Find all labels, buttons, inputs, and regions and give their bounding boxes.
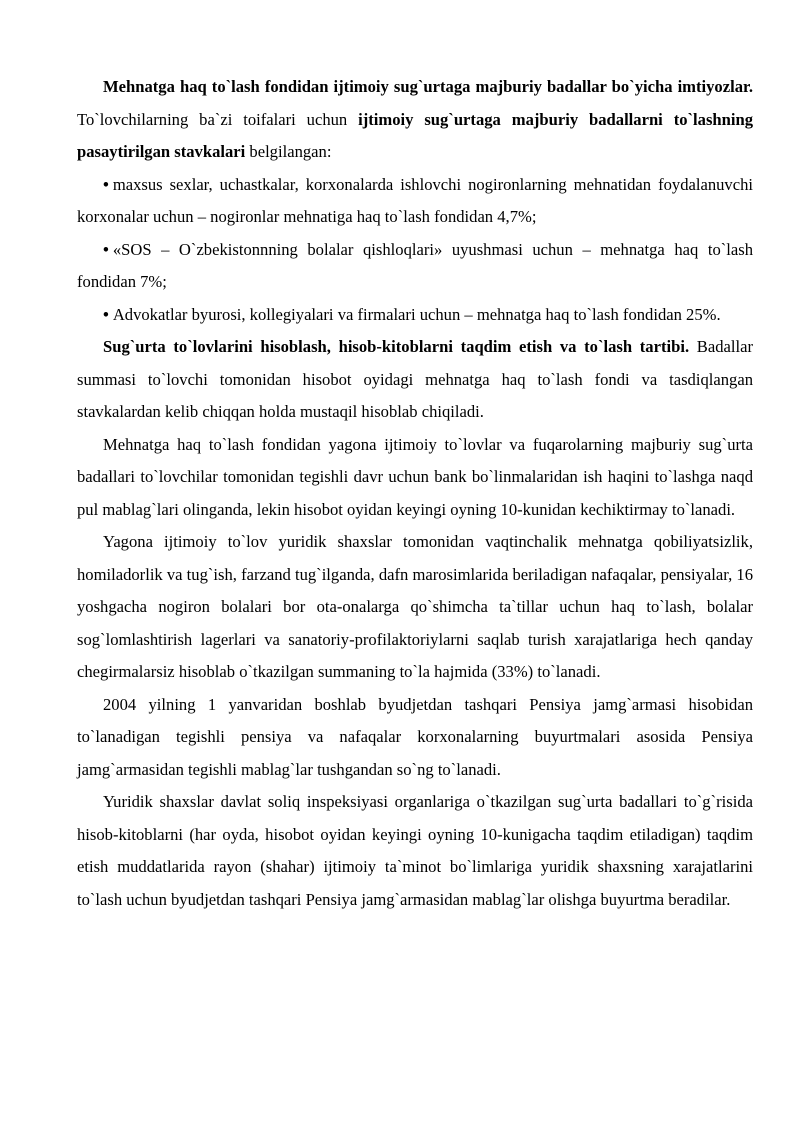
paragraph-text: To`lovchilarning ba`zi toifalari uchun bbox=[77, 109, 359, 129]
paragraph-text: Mehnatga haq to`lash fondidan yagona ijtimoiy to`lovlar va fuqarolarning majburiy sug`urta badallari to`lovchilar tomonidan tegishli davr uchun bank bo`linmalaridan ish haqini to`lashga naqd pul mablag`lari olinganda, lekin hisobot oyidan keyingi oyning 10-kunidan kechiktirmay to`lanadi. bbox=[77, 434, 753, 519]
paragraph-pension-fund bbox=[77, 689, 753, 787]
paragraph-text: belgilangan: bbox=[245, 142, 332, 161]
section-heading-benefits: Mehnatga haq to`lash fondidan ijtimoiy sug`urtaga majburiy badallar bo`yicha imtiyozlar. bbox=[103, 77, 753, 96]
paragraph-text: 2004 yilning 1 yanvaridan boshlab byudjetdan tashqari Pensiya jamg`armasi hisobidan to`lanadigan tegishli pensiya va nafaqalar korxonalarning buyurtmalari asosida Pensiya jamg`armasidan tegishli mablag`lar tushgandan so`ng to`lanadi. bbox=[77, 694, 753, 779]
section-heading-calculation: Sug`urta to`lovlarini hisoblash, hisob-kitoblarni taqdim etish va to`lash tartibi. bbox=[103, 337, 690, 356]
emphasis-reduced-rates: ijtimoiy sug`urtaga majburiy badallarni to`lashning pasaytirilgan stavkalari bbox=[77, 109, 753, 161]
paragraph-payment-deadline bbox=[77, 429, 753, 527]
paragraph-text: Yuridik shaxslar davlat soliq inspeksiyasi organlariga o`tkazilgan sug`urta badallari to`g`risida hisob-kitoblarni (har oyda, hisobot oyidan keyingi oyning 10-kunigacha taqdim etiladigan) taqdim etish muddatlarida rayon (shahar) ijtimoiy ta`minot bo`limlariga yuridik shaxsning xarajatlarini to`lash uchun byudjetdan tashqari Pensiya jamg`armasidan mablag`lar olishga buyurtma beradilar. bbox=[77, 792, 753, 909]
bullet-text: «SOS – O`zbekistonnning bolalar qishloqlari» uyushmasi uchun – mehnatga haq to`lash fondidan 7%; bbox=[77, 239, 753, 291]
bullet-text: maxsus sexlar, uchastkalar, korxonalarda ishlovchi nogironlarning mehnatidan foydalanuvchi korxonalar uchun – nogironlar mehnatiga haq to`lash fondidan 4,7%; bbox=[77, 174, 753, 226]
paragraph-single-social-payment bbox=[77, 526, 753, 689]
bullet-item-advocates bbox=[77, 299, 753, 332]
paragraph-text: Yagona ijtimoiy to`lov yuridik shaxslar tomonidan vaqtinchalik mehnatga qobiliyatsizlik, homiladorlik va tug`ish, farzand tug`ilganda, dafn marosimlarida beriladigan nafaqalar, pensiyalar, 16 yoshgacha nogiron bolalari bor ota-onalarga qo`shimcha ta`tillar uchun haq to`lash, bolalar sog`lomlashtirish lagerlari va sanatoriy-profilaktoriylarni saqlab turish xarajatlariga hech qanday chegirmalarsiz hisoblab o`tkazilgan summaning to`la hajmida (33%) to`lanadi. bbox=[77, 532, 754, 681]
paragraph-legal-entities bbox=[77, 786, 753, 916]
bullet-item-disabled-workers bbox=[77, 169, 753, 234]
paragraph-calculation-order bbox=[77, 331, 753, 429]
paragraph-benefits-intro bbox=[77, 71, 753, 169]
bullet-text: Advokatlar byurosi, kollegiyalari va firmalari uchun – mehnatga haq to`lash fondidan 25%. bbox=[112, 304, 721, 324]
paragraph-text: Badallar summasi to`lovchi tomonidan hisobot oyidagi mehnatga haq to`lash fondi va tasdiqlangan stavkalardan kelib chiqqan holda mustaqil hisoblab chiqiladi. bbox=[77, 337, 753, 421]
document-body bbox=[77, 71, 753, 916]
bullet-item-sos-villages bbox=[77, 234, 753, 299]
